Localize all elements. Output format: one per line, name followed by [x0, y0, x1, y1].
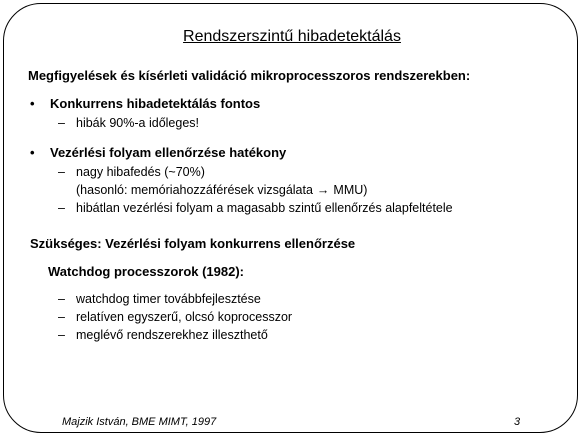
- dash-icon: –: [58, 328, 65, 342]
- bullet-1-sub-1: [58, 115, 199, 131]
- requirement-text: Szükséges: Vezérlési folyam konkurrens ellenőrzése: [30, 236, 356, 251]
- bullet-2-note-after: MMU): [333, 183, 368, 197]
- bullet-2-note: [76, 182, 367, 198]
- bullet-2-text: Vezérlési folyam ellenőrzése hatékony: [50, 145, 287, 160]
- bullet-2-icon: •: [30, 145, 35, 160]
- watchdog-item-3: [58, 327, 268, 343]
- bullet-1-sub-1-text: hibák 90%-a időleges!: [76, 116, 199, 130]
- dash-icon: –: [58, 310, 65, 324]
- watchdog-item-1: [58, 291, 261, 307]
- bullet-2-sub-2: [58, 200, 453, 216]
- dash-icon: –: [58, 165, 65, 179]
- dash-icon: –: [58, 292, 65, 306]
- page-number: 3: [514, 416, 521, 428]
- bullet-1-icon: •: [30, 96, 35, 111]
- bullet-2-sub-1: [58, 164, 205, 180]
- bullet-2-sub-1-text: nagy hibafedés (~70%): [76, 165, 205, 179]
- arrow-right-icon: →: [316, 183, 330, 197]
- slide-title: Rendszerszintű hibadetektálás: [183, 28, 401, 45]
- bullet-1-text: Konkurrens hibadetektálás fontos: [50, 96, 261, 111]
- intro-text: Megfigyelések és kísérleti validáció mikroprocesszoros rendszerekben:: [28, 68, 471, 83]
- dash-icon: –: [58, 116, 65, 130]
- footer-author: Majzik István, BME MIMT, 1997: [62, 416, 217, 428]
- watchdog-heading: Watchdog processzorok (1982):: [48, 264, 245, 279]
- watchdog-item-2: [58, 309, 292, 325]
- dash-icon: –: [58, 201, 65, 215]
- bullet-2-note-before: (hasonló: memóriahozzáférések vizsgálata: [76, 183, 313, 197]
- watchdog-item-3-text: meglévő rendszerekhez illeszthető: [76, 328, 268, 342]
- watchdog-item-2-text: relatíven egyszerű, olcsó koprocesszor: [76, 310, 293, 324]
- bullet-2-sub-2-text: hibátlan vezérlési folyam a magasabb szintű ellenőrzés alapfeltétele: [76, 201, 453, 215]
- bullet-1: [30, 96, 260, 112]
- bullet-2: [30, 145, 286, 161]
- watchdog-item-1-text: watchdog timer továbbfejlesztése: [76, 292, 261, 306]
